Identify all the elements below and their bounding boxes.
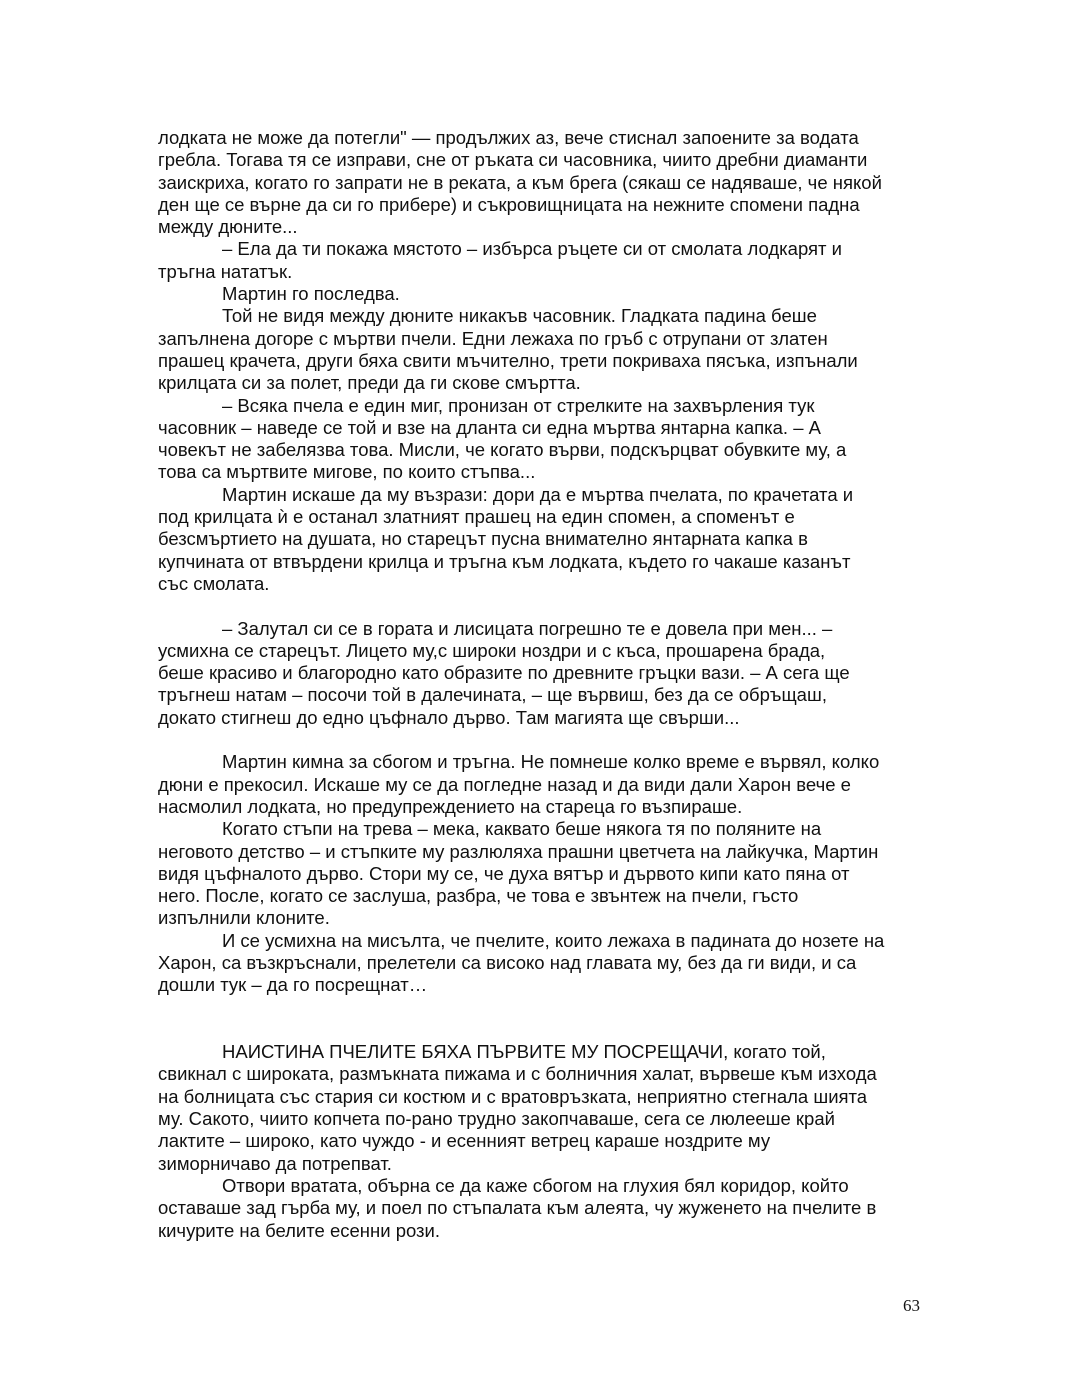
text-line: изпълнили клоните.: [158, 907, 330, 929]
section-gap: [158, 997, 928, 1042]
text-line: това са мъртвите мигове, по които стъпва...: [158, 461, 536, 483]
text-line: прашец крачета, други бяха свити мъчително, трети покриваха пясъка, изпънали: [158, 349, 858, 371]
text-line: Мартин кимна за сбогом и тръгна. Не помнеше колко време е вървял, колко: [222, 751, 880, 773]
text-line: безсмъртието на душата, но старецът пусна внимателно янтарната капка в: [158, 528, 808, 550]
text-line: Мартин искаше да му възрази: дори да е мъртва пчелата, по крачетата и: [222, 483, 854, 505]
text-line: – Ела да ти покажа мястото – избърса ръцете си от смолата лодкарят и: [222, 238, 843, 260]
text-line: лодката не може да потегли" — продължих аз, вече стиснал запоените за водата: [158, 127, 859, 148]
text-line: неговото детство – и стъпките му разлюляха прашни цветчета на лайкучка, Мартин: [158, 840, 879, 862]
text-line: него. После, когато се заслуша, разбра, че това е звънтеж на пчели, гъсто: [158, 885, 799, 907]
text-line: купчината от втвърдени крилца и тръгна към лодката, където го чакаше казанът: [158, 550, 851, 572]
text-line: лактите – широко, като чуждо - и есенният ветрец караше ноздрите му: [158, 1130, 771, 1152]
text-line: видя цъфналото дърво. Стори му се, че духа вятър и дървото кипи като пяна от: [158, 862, 850, 884]
text-line: заискриха, когато го запрати не в реката, а към брега (сякаш се надяваше, че някой: [158, 171, 882, 193]
text-line: ден ще се върне да си го прибере) и съкровищницата на нежните спомени падна: [158, 193, 860, 215]
text-line: дошли тук – да го посрещнат…: [158, 974, 428, 996]
text-line: усмихна се старецът. Лицето му,с широки ноздри и с къса, прошарена брада,: [158, 639, 826, 661]
text-line: със смолата.: [158, 572, 270, 594]
text-line: крилцата си за полет, преди да ги скове смъртта.: [158, 372, 581, 394]
page-number: 63: [903, 1296, 920, 1315]
text-line: свикнал с широката, размъкната пижама и с болничния халат, вървеше към изхода: [158, 1063, 877, 1085]
text-line: гребла. Тогава тя се изправи, сне от ръката си часовника, чиито дребни диаманти: [158, 149, 868, 171]
text-line: Мартин го последва.: [222, 283, 400, 305]
text-line: човекът не забелязва това. Мисли, че когато върви, подскърцват обувките му, а: [158, 439, 847, 461]
body-text: [158, 127, 928, 1242]
text-line: Харон, са възкръснали, прелетели са високо над главата му, без да ги види, и са: [158, 951, 857, 973]
text-line: зиморничаво да потрепват.: [158, 1152, 392, 1174]
text-line: Когато стъпи на трева – мека, каквато беше някога тя по поляните на: [222, 818, 822, 840]
text-line: НАИСТИНА ПЧЕЛИТЕ БЯХА ПЪРВИТЕ МУ ПОСРЕЩАЧИ, когато той,: [222, 1041, 826, 1063]
text-line: под крилцата ѝ е останал златният прашец на един спомен, а споменът е: [158, 506, 795, 528]
text-line: оставаше зад гърба му, и поел по стъпалата към алеята, чу жуженето на пчелите в: [158, 1197, 877, 1219]
text-line: беше красиво и благородно като образите по древните гръцки вази. – А сега ще: [158, 662, 850, 684]
text-line: Отвори вратата, обърна се да каже сбогом на глухия бял коридор, който: [222, 1174, 849, 1196]
text-line: му. Сакото, чиито копчета по-рано трудно закопчаваше, сега се люлееше край: [158, 1108, 835, 1130]
text-line: дюни е прекосил. Искаше му се да погледне назад и да види дали Харон вече е: [158, 773, 851, 795]
paragraph-gap: [158, 729, 928, 751]
text-line: Той не видя между дюните никакъв часовник. Гладката падина беше: [222, 305, 817, 327]
text-line: тръгнеш натам – посочи той в далечината, – ще вървиш, без да се обръщаш,: [158, 684, 827, 706]
text-line: часовник – наведе се той и взе на дланта си една мъртва янтарна капка. – А: [158, 416, 821, 438]
text-line: – Всяка пчела е един миг, пронизан от стрелките на захвърления тук: [222, 394, 815, 416]
text-line: запълнена догоре с мъртви пчели. Едни лежаха по гръб с отрупани от златен: [158, 327, 828, 349]
text-line: насмолил лодката, но предупреждението на стареца го възпираше.: [158, 795, 743, 817]
text-line: между дюните...: [158, 216, 298, 238]
text-line: кичурите на белите есенни рози.: [158, 1219, 441, 1241]
text-line: докато стигнеш до едно цъфнало дърво. Там магията ще свърши...: [158, 706, 740, 728]
text-line: И се усмихна на мисълта, че пчелите, които лежаха в падината до нозете на: [222, 929, 885, 951]
text-line: на болницата със стария си костюм и с вратовръзката, неприятно стегнала шията: [158, 1085, 868, 1107]
text-line: тръгна нататък.: [158, 260, 293, 282]
text-line: – Залутал си се в гората и лисицата погрешно те е довела при мен... –: [222, 617, 833, 639]
paragraph-gap: [158, 595, 928, 617]
